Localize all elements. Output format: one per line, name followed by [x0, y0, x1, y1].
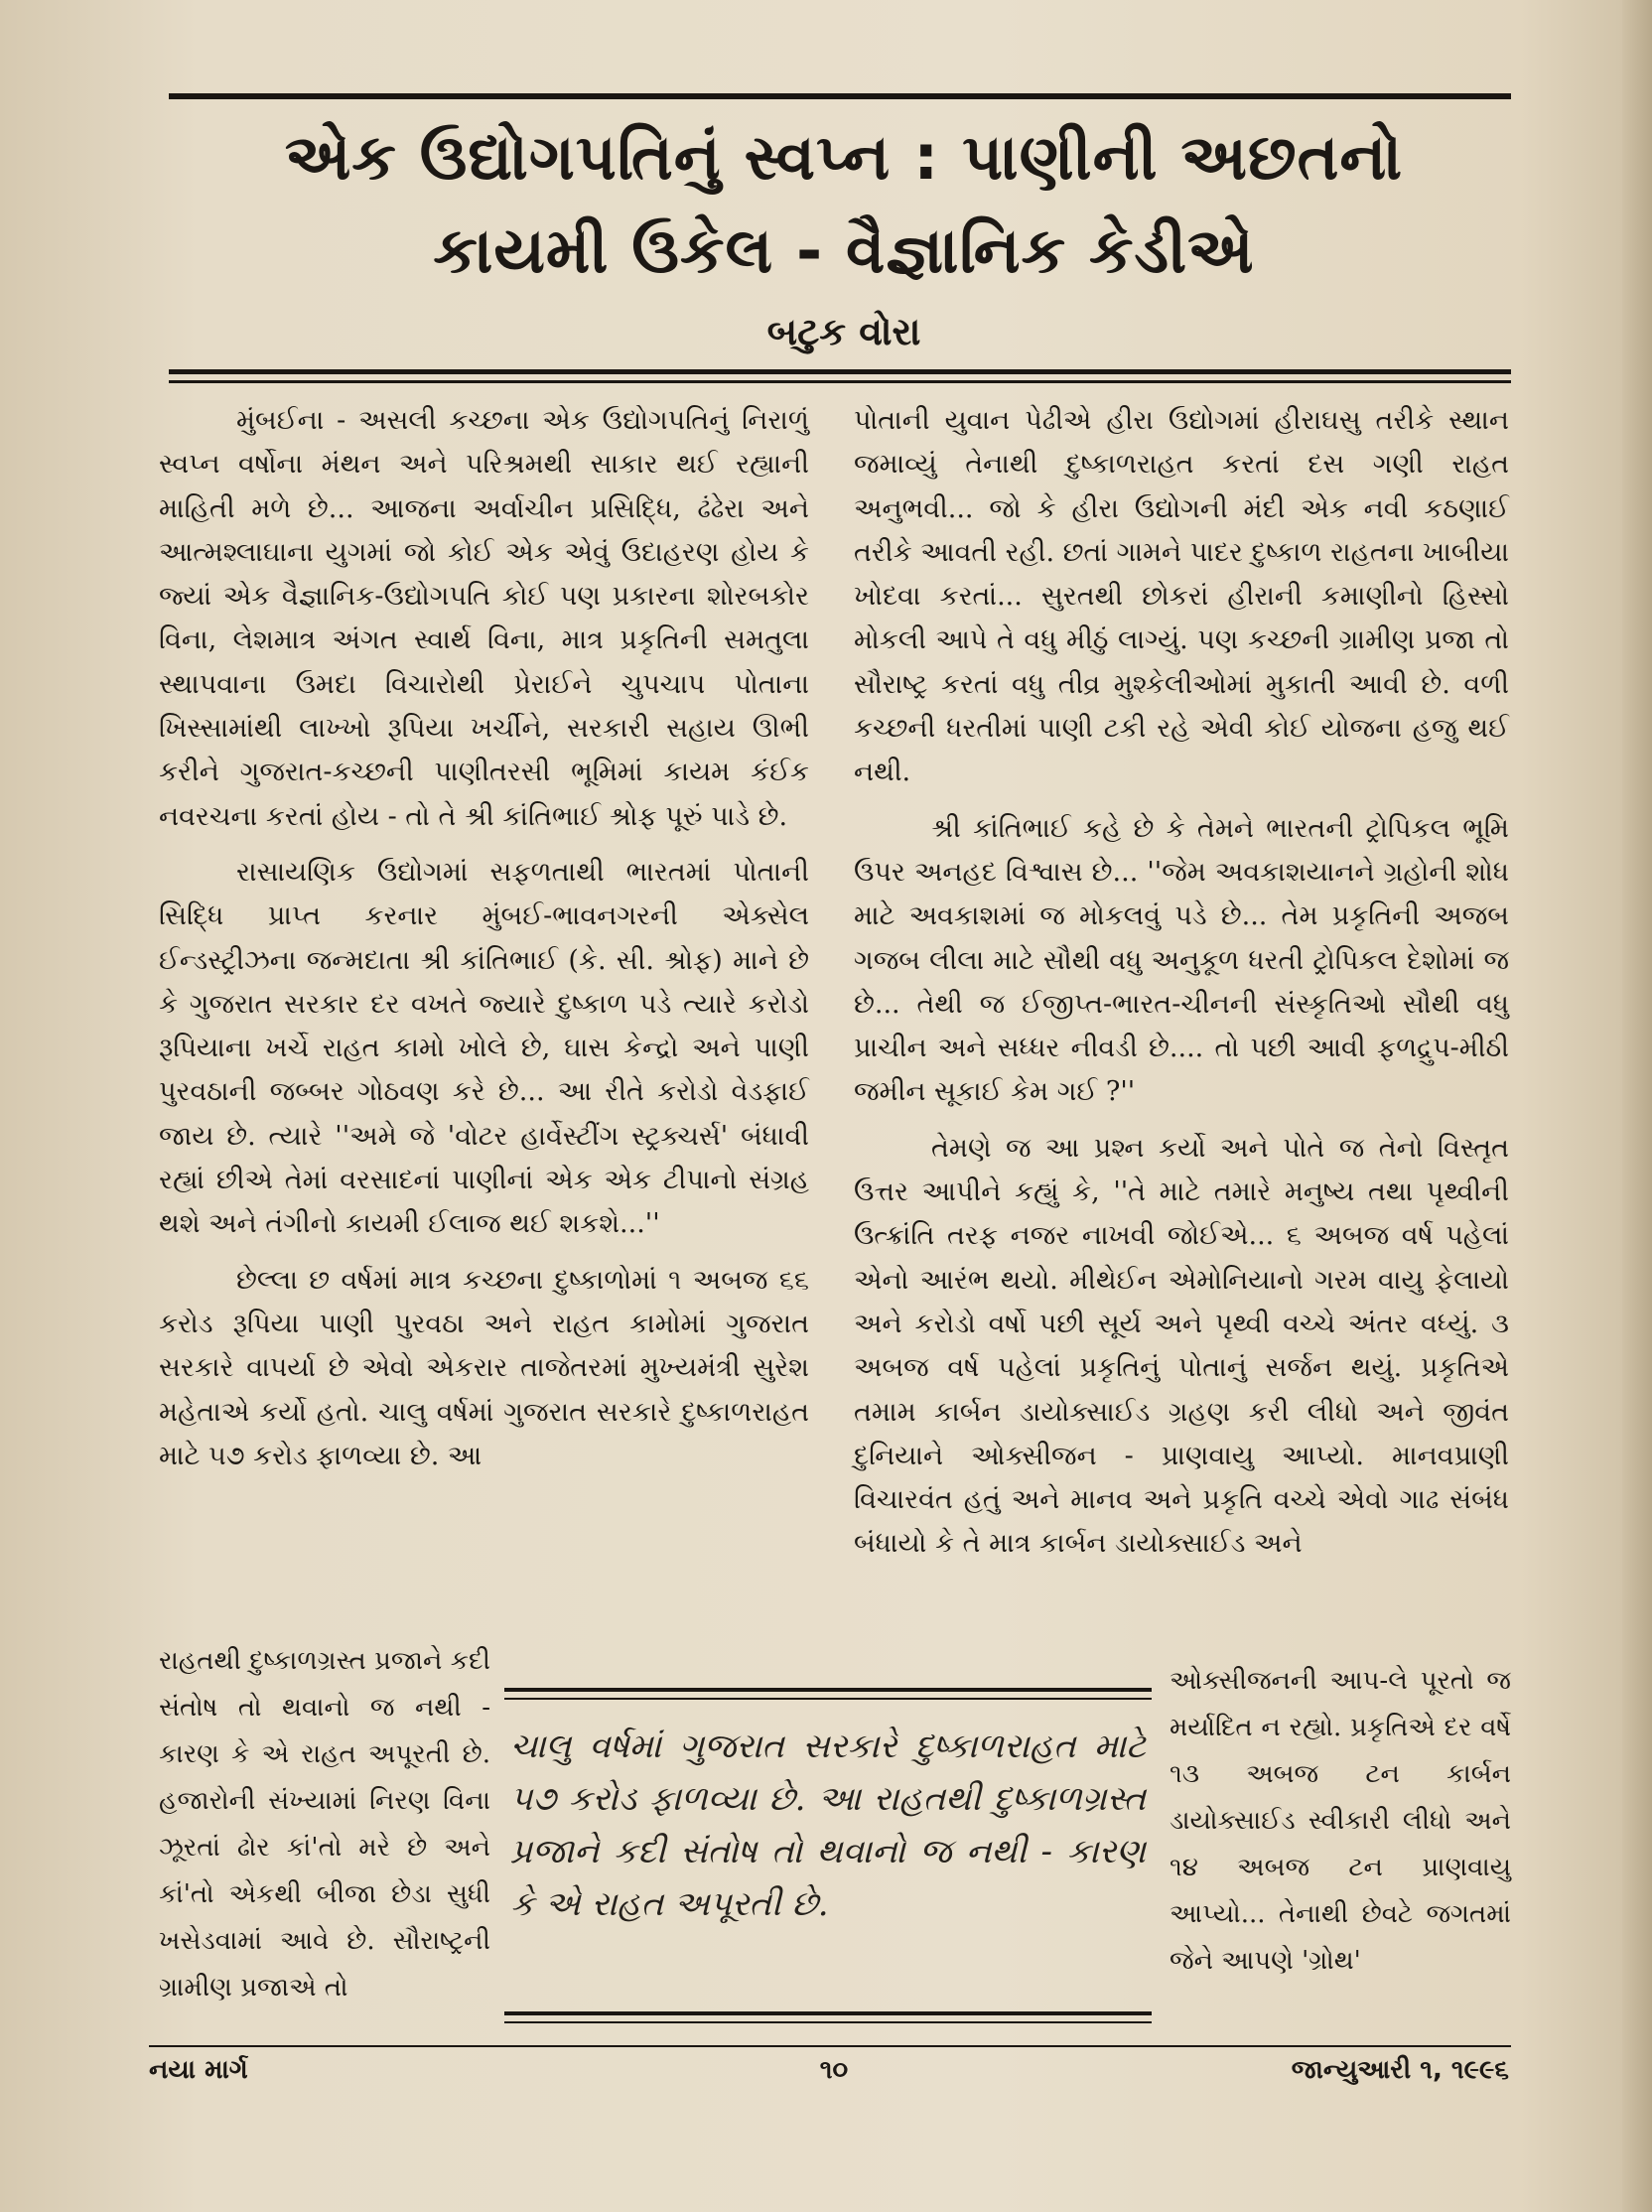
article-title-line1: એક ઉદ્યોગપતિનું સ્વપ્ન : પાણીની અછતનો: [284, 121, 1404, 194]
right-paragraph-2: શ્રી કાંતિભાઈ કહે છે કે તેમને ભારતની ટ્રોપિકલ ભૂમિ ઉપર અનહદ વિશ્વાસ છે... ''જેમ અવકાશયાનને ગ્રહોની શોધ માટે અવકાશમાં જ મોકલવું પડે છે... તેમ પ્રકૃતિની અજબ ગજબ લીલા માટે સૌથી વધુ અનુકૂળ ધરતી ટ્રોપિકલ દેશોમાં જ છે... તેથી જ ઈજીપ્ત-ભારત-ચીનની સંસ્કૃતિઓ સૌથી વધુ પ્રાચીન અને સધ્ધર નીવડી છે.... તો પછી આવી ફળદ્રુપ-મીઠી જમીન સૂકાઈ કેમ ગઈ ?'': [854, 812, 1509, 1108]
header-rule-thin: [169, 380, 1511, 383]
left-paragraph-3-cont: રાહતથી દુષ્કાળગ્રસ્ત પ્રજાને કદી સંતોષ તો થવાનો જ નથી - કારણ કે એ રાહત અપૂરતી છે. હજારોની સંખ્યામાં નિરણ વિના ઝૂરતાં ઢોર કાં'તો મરે છે અને કાં'તો એકથી બીજા છેડા સુધી ખસેડવામાં આવે છે. સૌરાષ્ટ્રની ગ્રામીણ પ્રજાએ તો: [159, 1646, 490, 2003]
pullquote-bottom-rule: [504, 2011, 1152, 2015]
pull-quote: ચાલુ વર્ષમાં ગુજરાત સરકારે દુષ્કાળરાહત માટે ૫૭ કરોડ ફાળવ્યા છે. આ રાહતથી દુષ્કાળગ્રસ્ત પ્રજાને કદી સંતોષ તો થવાનો જ નથી - કારણ કે એ રાહત અપૂરતી છે.: [510, 1727, 1146, 1924]
pullquote-bottom-rule-thin: [504, 2021, 1152, 2023]
footer-date: જાન્યુઆરી ૧, ૧૯૯૬: [1291, 2055, 1509, 2085]
footer-rule: [149, 2045, 1511, 2047]
footer-page-number: ૧૦: [819, 2055, 849, 2085]
right-column-continuation: [1170, 1658, 1511, 1985]
right-paragraph-3-cont: ઓક્સીજનની આપ-લે પૂરતો જ મર્યાદિત ન રહ્યો. પ્રકૃતિએ દર વર્ષે ૧૩ અબજ ટન કાર્બન ડાયોક્સાઈડ સ્વીકારી લીધો અને ૧૪ અબજ ટન પ્રાણવાયુ આપ્યો... તેનાથી છેવટે જગતમાં જેને આપણે 'ગ્રોથ': [1170, 1666, 1511, 1976]
page-edge-shadow: [1622, 0, 1652, 2212]
left-column-continuation: [159, 1638, 490, 2011]
article-title-line2: કાયમી ઉકેલ - વૈજ્ઞાનિક કેડીએ: [433, 214, 1255, 287]
left-paragraph-3: છેલ્લા છ વર્ષમાં માત્ર કચ્છના દુષ્કાળોમાં ૧ અબજ ૬૬ કરોડ રૂપિયા પાણી પુરવઠા અને રાહત કામોમાં ગુજરાત સરકારે વાપર્યા છે એવો એકરાર તાજેતરમાં મુખ્યમંત્રી સુરેશ મહેતાએ કર્યો હતો. ચાલુ વર્ષમાં ગુજરાત સરકારે દુષ્કાળરાહત માટે ૫૭ કરોડ ફાળવ્યા છે. આ: [159, 1264, 809, 1471]
header-rule-thick: [169, 369, 1511, 374]
right-column: [854, 399, 1509, 1567]
top-rule: [169, 93, 1511, 99]
left-paragraph-1: મુંબઈના - અસલી કચ્છના એક ઉદ્યોગપતિનું નિરાળું સ્વપ્ન વર્ષોના મંથન અને પરિશ્રમથી સાકાર થઈ રહ્યાની માહિતી મળે છે... આજના અર્વાચીન પ્રસિદ્ધિ, ઢંઢેરા અને આત્મશ્લાઘાના યુગમાં જો કોઈ એક એવું ઉદાહરણ હોય કે જ્યાં એક વૈજ્ઞાનિક-ઉદ્યોગપતિ કોઈ પણ પ્રકારના શોરબકોર વિના, લેશમાત્ર અંગત સ્વાર્થ વિના, માત્ર પ્રકૃતિની સમતુલા સ્થાપવાના ઉમદા વિચારોથી પ્રેરાઈને ચુપચાપ પોતાના ખિસ્સામાંથી લાખ્ખો રૂપિયા ખર્ચીને, સરકારી સહાય ઊભી કરીને ગુજરાત-કચ્છની પાણીતરસી ભૂમિમાં કાયમ કંઈક નવરચના કરતાં હોય - તો તે શ્રી કાંતિભાઈ શ્રોફ પૂરું પાડે છે.: [159, 405, 809, 832]
left-paragraph-2: રાસાયણિક ઉદ્યોગમાં સફળતાથી ભારતમાં પોતાની સિદ્ધિ પ્રાપ્ત કરનાર મુંબઈ-ભાવનગરની એક્સેલ ઈન્ડસ્ટ્રીઝના જન્મદાતા શ્રી કાંતિભાઈ (કે. સી. શ્રોફ) માને છે કે ગુજરાત સરકાર દર વખતે જ્યારે દુષ્કાળ પડે ત્યારે કરોડો રૂપિયાના ખર્ચે રાહત કામો ખોલે છે, ઘાસ કેન્દ્રો અને પાણી પુરવઠાની જબ્બર ગોઠવણ કરે છે... આ રીતે કરોડો વેડફાઈ જાય છે. ત્યારે ''અમે જે 'વોટર હાર્વેસ્ટીંગ સ્ટ્રક્ચર્સ' બંધાવી રહ્યાં છીએ તેમાં વરસાદનાં પાણીનાં એક એક ટીપાનો સંગ્રહ થશે અને તંગીનો કાયમી ઈલાજ થઈ શકશે...'': [159, 856, 809, 1240]
right-paragraph-3: તેમણે જ આ પ્રશ્ન કર્યો અને પોતે જ તેનો વિસ્તૃત ઉત્તર આપીને કહ્યું કે, ''તે માટે તમારે મનુષ્ય તથા પૃથ્વીની ઉત્ક્રાંતિ તરફ નજર નાખવી જોઈએ... ૬ અબજ વર્ષ પહેલાં એનો આરંભ થયો. મીથેઈન એમોનિયાનો ગરમ વાયુ ફેલાયો અને કરોડો વર્ષો પછી સૂર્ય અને પૃથ્વી વચ્ચે અંતર વધ્યું. ૩ અબજ વર્ષ પહેલાં પ્રકૃતિનું પોતાનું સર્જન થયું. પ્રકૃતિએ તમામ કાર્બન ડાયોક્સાઈડ ગ્રહણ કરી લીધો અને જીવંત દુનિયાને ઓક્સીજન - પ્રાણવાયુ આપ્યો. માનવપ્રાણી વિચારવંત હતું અને માનવ અને પ્રકૃતિ વચ્ચે એવો ગાઢ સંબંધ બંધાયો કે તે માત્ર કાર્બન ડાયોક્સાઈડ અને: [854, 1132, 1509, 1560]
pullquote-top-rule: [504, 1688, 1152, 1692]
article-author: બટુક વોરા: [766, 310, 921, 353]
left-column: [159, 399, 809, 1478]
right-paragraph-1: પોતાની યુવાન પેઢીએ હીરા ઉદ્યોગમાં હીરાઘસુ તરીકે સ્થાન જમાવ્યું તેનાથી દુષ્કાળરાહત કરતાં દસ ગણી રાહત અનુભવી... જો કે હીરા ઉદ્યોગની મંદી એક નવી કઠણાઈ તરીકે આવતી રહી. છતાં ગામને પાદર દુષ્કાળ રાહતના ખાબીયા ખોદવા કરતાં... સુરતથી છોકરાં હીરાની કમાણીનો હિસ્સો મોકલી આપે તે વધુ મીઠું લાગ્યું. પણ કચ્છની ગ્રામીણ પ્રજા તો સૌરાષ્ટ્ર કરતાં વધુ તીવ્ર મુશ્કેલીઓમાં મુકાતી આવી છે. વળી કચ્છની ધરતીમાં પાણી ટકી રહે એવી કોઈ યોજના હજુ થઈ નથી.: [854, 405, 1509, 788]
footer-magazine-name: નયા માર્ગ: [149, 2055, 248, 2085]
pullquote-top-rule-thin: [504, 1698, 1152, 1700]
